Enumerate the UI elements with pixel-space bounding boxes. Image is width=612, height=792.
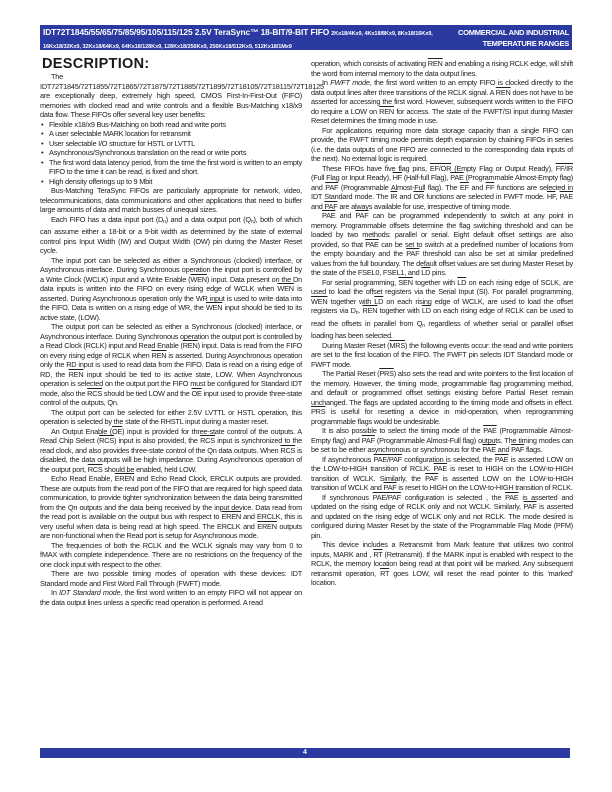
text-run: (Half-full Flag), (401, 173, 451, 182)
text-run: configuration is selected, the (401, 454, 495, 464)
subscript: n (163, 218, 166, 225)
text-run: and enabling a rising RCLK edge, will shift the word from internal memory to the data output lines. (311, 59, 573, 78)
text-run: The output port can be selected as either a Synchronous (clocked) interface, or Asynchronous interface. During Synchronous operation the output port is controlled by a Read Clock (RCLK) input and Read Enable ( (40, 322, 302, 350)
paragraph (40, 588, 302, 607)
active-low-signal: EREN (221, 512, 241, 521)
range-line-2: TEMPERATURE RANGES (482, 39, 569, 48)
active-low-signal: $\overline{RCS}$ (99, 436, 114, 445)
text-run: (Empty Flag or Output Ready), (451, 163, 556, 173)
footer-banner (40, 748, 570, 758)
text-run: pins. (430, 268, 447, 277)
text-run: ) also sets the read and write pointers to the first location of the memory. However, the timing mode, programmable flag programming method, and default or programmed offset settings existing before Partial Reset remain unchanged. The flags are updated according to the timing mode and offsets in effect. (311, 369, 573, 407)
text-run: and (468, 182, 486, 192)
paragraph (40, 474, 302, 541)
italic-term: IDT Standard mode (59, 588, 121, 597)
text-run: can be set to switch at a predefined number of locations from the empty boundary and the (311, 239, 573, 258)
text-run: together with (412, 277, 458, 287)
active-low-signal: $\overline{PAE}$ (365, 239, 379, 249)
benefit-item: • The first word data latency period, from the time the first word is written to an empty FIFO to the time it can be read, is fixed and short. (40, 158, 302, 177)
paragraph (311, 540, 573, 588)
title-sizes: 2Kx18/4Kx9, 4Kx18/8Kx9, 8Kx18/16Kx9, 16Kx18/32Kx9, 32Kx18/64Kx9, 64Kx18/128Kx9, 128Kx18/256Kx9, 256Kx18/512Kx9, 512Kx18/1Mx9 (43, 31, 433, 50)
paragraph (40, 186, 302, 215)
text-run: Bus-Matching TeraSync FIFOs are particularly appropriate for network, video, telecommunications, data communications and other applications that need to buffer large amounts of data and match busses of unequal sizes. (40, 186, 302, 214)
text-run: is reset to HIGH on the LOW-to-HIGH transition of RCLK. (396, 483, 573, 492)
paragraph (40, 215, 302, 256)
text-run: ) input. Data present on the Dn data inputs is written into the FIFO on every rising edge of WCLK when (40, 274, 302, 293)
active-low-signal: $\overline{HF}$ (392, 173, 402, 182)
text-run: , (555, 192, 560, 201)
active-low-signal: $\overline{PAF}$ (324, 201, 338, 211)
active-low-signal: $\overline{PAF}$ (511, 445, 525, 454)
text-run: input is synchronized to the read clock, and also provides three-state control of the Qn data outputs. When (40, 436, 302, 455)
benefit-item: • High density offerings up to 9 Mbit (40, 177, 302, 187)
text-run: outputs are non-functional when the Read port is setup for Asynchronous mode. (40, 521, 302, 540)
paragraph (311, 369, 573, 426)
text-run: operation, which consists of activating (311, 59, 428, 68)
active-low-signal: $\overline{PAE}$ (322, 211, 336, 220)
active-low-signal: $\overline{PAE}$ (482, 445, 496, 454)
active-low-signal: $\overline{REN}$ (379, 106, 395, 116)
text-run: , the first word written to an empty FIFO is clocked directly to the data output lines after three transitions of the RCLK signal. A (311, 78, 573, 97)
text-run: If synchronous (322, 492, 373, 502)
text-run: on each rising edge of WCLK, are used to load the offset registers via D (311, 296, 573, 315)
active-low-signal: $\overline{RCS}$ (280, 445, 296, 455)
text-run: Each FIFO has a data input port (D (51, 214, 164, 224)
text-run: is asserted LOW on the LOW-to-HIGH transition of WCLK and (311, 473, 573, 492)
active-low-signal: $\overline{PAE}$ (433, 464, 448, 473)
text-run: ) input is also provided, the (113, 436, 201, 445)
active-low-signal: $\overline{OE}$ (191, 388, 202, 398)
text-run: ) input. Data is read from the FIFO on every rising edge of RCLK when (40, 341, 302, 360)
text-run: for access. The state of the FWFT/SI input during Master Reset determines the timing mode in use. (311, 106, 573, 125)
active-low-signal: $\overline{LD}$ (457, 277, 467, 287)
benefit-item: • A user selectable MARK location for retransmit (40, 129, 302, 139)
text-run: The output port can be selected for either 2.5V LVTTL or HSTL operation, this operation is selected by the state of the RHSTL input during a master reset. (40, 407, 302, 426)
text-run: . (358, 306, 363, 315)
active-low-signal: EREN (257, 521, 277, 531)
text-run: on each rising edge of RCLK can be used to read the offsets in parallel from Q (311, 306, 573, 328)
active-low-signal: $\overline{PAE}$ (559, 192, 574, 201)
text-run: During Master Reset ( (322, 340, 390, 350)
text-run: is useful for resetting a device in mid-operation, when reprogramming programmable flags would be undesirable. (311, 407, 573, 426)
active-low-signal: $\overline{WEN}$ (190, 274, 207, 284)
subscript: n (422, 322, 425, 329)
active-low-signal: $\overline{RT}$ (380, 568, 390, 578)
active-low-signal: $\overline{FF}$ (485, 182, 495, 192)
text-run: (Programmable Almost-Empty flag) and (311, 426, 573, 445)
text-run: is asserted and updated on the rising edge of RCLK only and not WCLK. Similarly, (311, 492, 573, 511)
text-run: functions are selected in FWFT mode. (424, 192, 547, 201)
text-run: can be programmed independently to switch at any point in memory. Programmable offsets determine the flag switching threshold and can be loaded by two methods: parallel or serial. Eight default offset settings are also provided, so that (311, 211, 573, 249)
text-run: is asserted. During Asynchronous operation only the WR input is used to write data into the FIFO. Data is written on a rising edge of WR, the (40, 284, 302, 312)
active-low-signal: $\overline{PAE}$ (494, 454, 509, 464)
active-low-signal: PAE/PAF (372, 492, 401, 502)
text-run: together with (377, 306, 422, 315)
text-run: The Partial Reset ( (322, 369, 380, 378)
paragraph (311, 126, 573, 164)
intro-paragraph-container (40, 72, 324, 120)
text-run: input should be tied to its active state, LOW. When Asynchronous operation is selected on the output port the FIFO must be configured for Standard IDT mode, also the (40, 369, 302, 398)
text-run: ) the following events occur: the read and write pointers are set to the first location of the FIFO. The FWFT pin selects IDT Standard mode or FWFT mode. (311, 340, 573, 369)
benefit-item: • Asynchronous/Synchronous translation on the read or write ports (40, 148, 302, 158)
active-low-signal: $\overline{PAF}$ (383, 483, 397, 492)
paragraph (40, 427, 302, 475)
paragraph (311, 164, 573, 212)
text-run: In (322, 78, 331, 87)
active-low-signal: $\overline{WEN}$ (277, 284, 294, 293)
text-run: Echo Read Enable, (51, 474, 115, 483)
text-run: input used to provide three-state control of the outputs, Qn. (40, 388, 302, 407)
text-run: ), both of which can assume either a 18-bit or a 9-bit width as determined by the state of external control pins Input Width (IW) and Output Width (OW) pin during the Master Reset cycle. (40, 214, 303, 255)
text-run: The IDT72T1845/72T1855/72T1865/72T1875/72T1885/72T1895/72T18105/72T18115/72T18125 are exceptionally deep, extremely high speed, CMOS First-In-First-Out (FIFO) memories with clocked read and write controls and a flexible Bus-Matching x18/x9 data flow. These FIFOs offer several key user benefits: (40, 72, 324, 119)
paragraph (40, 408, 302, 427)
text-run: An Output Enable ( (51, 426, 112, 436)
paragraph (311, 278, 573, 341)
right-column (311, 59, 573, 588)
active-low-signal: FF/IR (555, 163, 573, 173)
active-low-signal: $\overline{OE}$ (112, 426, 123, 436)
text-run: should be enabled, held LOW. (102, 464, 197, 474)
header-banner (40, 25, 572, 50)
active-low-signal: $\overline{REN}$ (495, 87, 511, 97)
paragraph (311, 211, 573, 278)
active-low-signal: $\overline{MRS}$ (389, 340, 406, 350)
text-run: (Programmable Almost-Empty flag) and (311, 173, 573, 192)
text-run: regardless of whether serial or parallel offset loading has been selected. (311, 318, 573, 340)
text-run: The input port can be selected as either a Synchronous (clocked) interface, or Asynchronous interface. During Synchronous operation the input port is controlled by a Write Clock (WCLK) input and a Write Enable ( (40, 255, 302, 284)
text-run: and (335, 211, 356, 220)
active-low-signal: $\overline{REN}$ (362, 306, 378, 315)
text-run: , the first word written to an empty FIFO will not appear on the data output lines unless a specific read operation is performed. A read (40, 588, 302, 607)
paragraph (311, 341, 573, 370)
italic-term: FWFT mode (330, 78, 370, 87)
text-run: does not have to be asserted for accessing the first word. However, subsequent words written to the FIFO do require a LOW on (311, 87, 573, 116)
active-low-signal: PAE/PAF (373, 454, 402, 464)
title-main: IDT72T1845/55/65/75/85/95/105/115/125 2.5V TeraSync™ 18-BIT/9-BIT FIFO (43, 27, 330, 37)
benefit-item: • User selectable I/O structure for HSTL or LVTTL (40, 139, 302, 149)
active-low-signal: EREN (114, 474, 135, 483)
text-run: There are two possible timing modes of operation with these devices: IDT Standard mode and First Word Fall Through (FWFT) mode. (40, 569, 302, 588)
text-run: These FIFOs have five flag pins, (322, 163, 430, 173)
text-run: flags. (524, 445, 543, 454)
active-low-signal: $\overline{PAF}$ (325, 182, 339, 192)
active-low-signal: $\overline{PRS}$ (379, 369, 394, 378)
text-run: For serial programming, (322, 277, 399, 287)
active-low-signal: EF/OR (429, 163, 452, 173)
text-run: ) and a data output port (Q (165, 214, 251, 224)
active-low-signal: $\overline{RT}$ (373, 549, 383, 559)
text-run: on each rising edge of SCLK, are used to load the offset registers via the Serial Input (SI). For parallel programming, (311, 277, 573, 296)
text-run: ) input is provided for three-state control of the outputs. A Read Chip Select ( (40, 426, 302, 445)
text-run: is asserted and updated on the rising edge of WCLK only and not RCLK. The mode desired is configured during Master Reset by the state of the Programmable Flag Mode (PFM) pin. (311, 502, 573, 540)
range-line-1: COMMERCIAL AND INDUSTRIAL (457, 28, 569, 37)
paragraph (311, 455, 573, 493)
active-low-signal: $\overline{PAF}$ (361, 435, 375, 445)
active-low-signal: $\overline{RCS}$ (200, 436, 215, 445)
text-run: should be tied LOW and the (102, 388, 192, 398)
active-low-signal: $\overline{HF}$ (546, 192, 556, 201)
text-run: is asserted. During Asynchronous operation only the RD input is used to read data from the FIFO. Data is read on a rising edge of RD, the (40, 350, 303, 379)
section-heading: DESCRIPTION: (42, 56, 150, 72)
active-low-signal: $\overline{SEN}$ (398, 277, 413, 287)
active-low-signal: $\overline{LD}$ (421, 306, 431, 315)
right-paragraphs (311, 78, 573, 588)
active-low-signal: $\overline{PAF}$ (406, 249, 420, 258)
active-low-signal: $\overline{PAF}$ (523, 502, 537, 511)
active-low-signal: $\overline{REN}$ (427, 59, 443, 68)
text-run: (Full Flag or Input Ready), (311, 173, 393, 182)
temperature-range (439, 27, 569, 49)
page-number: 4 (303, 749, 307, 756)
active-low-signal: $\overline{REN}$ (151, 350, 167, 360)
active-low-signal: $\overline{EF}$ (459, 182, 469, 192)
subscript: n (355, 310, 359, 316)
text-run: are always available for use, irrespective of timing mode. (337, 201, 512, 211)
active-low-signal: $\overline{REN}$ (68, 369, 84, 379)
text-run: The frequencies of both the RCLK and the WCLK signals may vary from 0 to fMAX with complete independence. There are no restrictions on the frequency of the one clock input with respect to the other. (40, 540, 302, 569)
document-title (43, 27, 443, 53)
text-run: and Echo Read Clock, ERCLK outputs are provided. These are outputs from the read port of the FIFO that are required for high speed data communication, to provide tighter synchronization between the data being transmitted from the Qn outputs and the data being received by the input device. Data read from the read port is available on the output bus with respect to (40, 474, 302, 521)
active-low-signal: $\overline{PAF}$ (355, 211, 369, 220)
left-paragraphs (40, 186, 302, 607)
active-low-signal: $\overline{WEN}$ (311, 296, 328, 306)
text-run: It is also possible to select the timing mode of the (322, 426, 484, 435)
active-low-signal: $\overline{LD}$ (374, 296, 384, 306)
active-low-signal: $\overline{PAE}$ (505, 492, 519, 502)
active-low-signal: $\overline{REN}$ (182, 341, 198, 350)
active-low-signal: $\overline{PAF}$ (425, 473, 439, 483)
paragraph (311, 426, 573, 455)
text-run: In (51, 588, 60, 597)
text-run: and ERCLK, this is very useful when data is being read at high speed. The ERCLK and (40, 512, 302, 531)
text-run: (Programmable Almost-Full flag). The (338, 182, 460, 192)
benefit-item: • Flexible x18/x9 Bus-Matching on both read and write ports (40, 120, 302, 130)
text-run: is disabled, the data outputs will be high impedance. During Asynchronous operation of the output port, (40, 445, 303, 474)
active-low-signal: $\overline{WEN}$ (205, 303, 223, 312)
text-run: functions are selected in IDT Standard mode. The (311, 182, 573, 201)
paragraph (311, 59, 573, 78)
paragraph (40, 256, 302, 323)
active-low-signal: $\overline{LD}$ (421, 268, 431, 277)
text-run: input should be tied to its active state, (LOW). (40, 303, 302, 322)
active-low-signal: $\overline{OR}$ (413, 192, 424, 201)
active-low-signal: $\overline{RCS}$ (87, 388, 103, 398)
paragraph (311, 493, 573, 541)
text-run: threshold can also be set at similar predefined values from the full boundary. The default offset values are set during Master Reset by the state of the FSEL0, FSEL1, and (311, 249, 574, 277)
text-run: together with (327, 296, 375, 306)
paragraph (40, 569, 302, 588)
text-run: configuration is selected , the (400, 492, 506, 502)
paragraph (40, 72, 324, 120)
text-run: and (495, 445, 512, 454)
text-run: and (311, 201, 325, 211)
paragraph (40, 322, 302, 408)
benefits-list (40, 120, 302, 187)
active-low-signal: $\overline{IR}$ (390, 192, 398, 201)
active-low-signal: $\overline{PAE}$ (483, 426, 497, 435)
text-run: (Programmable Almost-Full flag) outputs. The timing modes can be set to be either asynchronous or synchronous for the (311, 435, 573, 454)
text-run: is reset to HIGH on the LOW-to-HIGH transition of WCLK. Similarly, the (311, 464, 574, 483)
active-low-signal: $\overline{PAE}$ (450, 173, 464, 182)
text-run: and (397, 192, 414, 201)
text-run: For applications requiring more data storage capacity than a single FIFO can provide, the FWFT timing mode permits depth expansion by chaining FIFOs in series (i.e. the data outputs of one FIFO are connected to the corresponding data inputs of the next). No external logic is required. (311, 125, 573, 163)
text-run: (Retransmit). If the MARK input is enabled with respect to the RCLK, the memory location being read at that point will be marked. Any subsequent retransmit operation, (311, 549, 573, 578)
text-run: goes LOW, will reset the read pointer to this 'marked' location. (311, 568, 573, 587)
continued-paragraph-container (311, 59, 573, 78)
text-run: If asynchronous (322, 454, 374, 464)
paragraph (311, 78, 573, 126)
text-run: is asserted LOW on the LOW-to-HIGH transition of RCLK. (311, 454, 573, 473)
subscript: n (250, 218, 254, 225)
active-low-signal: $\overline{PRS}$ (311, 407, 326, 416)
active-low-signal: $\overline{RCS}$ (87, 464, 103, 474)
text-run: This device includes a Retransmit from Mark feature that utilizes two control inputs, MARK and , (311, 540, 573, 559)
paragraph (40, 541, 302, 570)
